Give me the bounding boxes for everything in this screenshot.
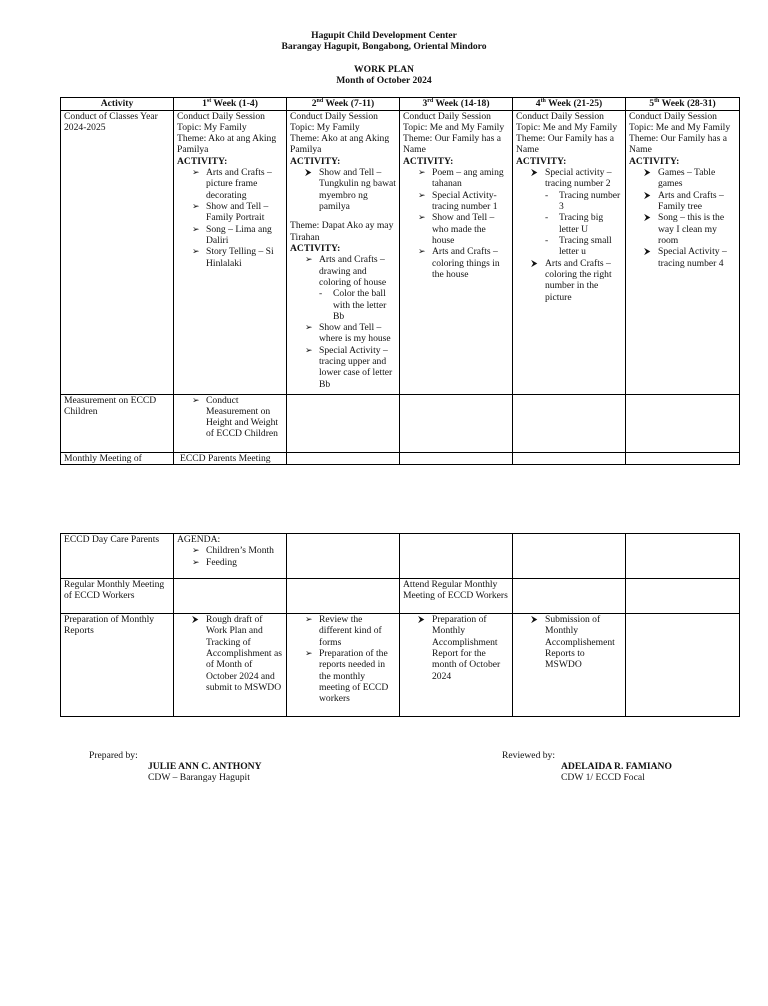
col-week4: 4th Week (21-25) (513, 98, 626, 111)
row-label-monthly-reports: Preparation of Monthly Reports (61, 614, 174, 717)
reviewed-by-label: Reviewed by: (502, 750, 556, 761)
list-item: - Tracing number 3 (545, 190, 622, 213)
prepared-by-title: CDW – Barangay Hagupit (148, 772, 250, 783)
cell-reports-week2 (287, 614, 400, 717)
col-activity: Activity (61, 98, 174, 111)
cell-classes-week3: Conduct Daily Session Topic: Me and My Family Theme: Our Family has a Name ACTIVITY: ➢ Poem – ang aming tahanan ➢ Special Activity- tracing number 1 ➢ Show and Tell – who made the house ➢ Arts and Crafts – coloring things in the house (400, 110, 513, 394)
list-item: ➢ Preparation of the reports needed in the monthly meeting of ECCD workers (305, 648, 396, 705)
list-item: ⮞ Games – Table games (644, 167, 736, 190)
cell-reports-week3 (400, 614, 513, 717)
list-item: ⮞ Song – this is the way I clean my room (644, 212, 736, 246)
center-address: Barangay Hagupit, Bongabong, Oriental Mindoro (281, 41, 487, 52)
prepared-by-label: Prepared by: (89, 750, 138, 761)
table-row (61, 394, 740, 452)
col-week2: 2nd Week (7-11) (287, 98, 400, 111)
reviewed-by-title: CDW 1/ ECCD Focal (561, 772, 645, 783)
cell-classes-week1: Conduct Daily Session Topic: My Family Theme: Ako at ang Aking Pamilya ACTIVITY: ➢ Arts and Crafts – picture frame decorating ➢ Show and Tell – Family Portrait ➢ Song – Lima ang Daliri ➢ Story Telling – Si Hinlalaki (174, 110, 287, 394)
row-label-measurement: Measurement on ECCD Children (61, 394, 174, 452)
cell-workers-meeting-week3: Attend Regular Monthly Meeting of ECCD Workers (400, 579, 513, 614)
col-week3: 3rd Week (14-18) (400, 98, 513, 111)
list-item: - Tracing big letter U (545, 212, 622, 235)
list-item: ➢ Special Activity- tracing number 1 (418, 190, 509, 213)
list-item: ⮞ Arts and Crafts – Family tree (644, 190, 736, 213)
table-row (61, 452, 740, 464)
row-label-workers-meeting: Regular Monthly Meeting of ECCD Workers (61, 579, 174, 614)
list-item: ⮞ Show and Tell – Tungkulin ng bawat myembro ng pamilya (305, 167, 396, 212)
list-item: ➢ Arts and Crafts – drawing and coloring of house - Color the ball with the letter Bb (305, 254, 396, 322)
list-item: ➢ Feeding (192, 557, 283, 568)
table-row (61, 614, 740, 717)
list-item: ⮞ Rough draft of Work Plan and Tracking of Accomplishment as of Month of October 2024 and submit to MSWDO (192, 614, 283, 693)
row-label-daycare-parents: ECCD Day Care Parents (61, 534, 174, 579)
cell-classes-week4: Conduct Daily Session Topic: Me and My Family Theme: Our Family has a Name ACTIVITY: ⮞ Special activity – tracing number 2 - Tracing number 3 - Tracing big letter U - Tracing small letter u ⮞ Arts and Crafts – coloring the right number in the picture (513, 110, 626, 394)
table-header-row (61, 98, 740, 111)
cell-classes-week5: Conduct Daily Session Topic: Me and My Family Theme: Our Family has a Name ACTIVITY: ⮞ Games – Table games ⮞ Arts and Crafts – Family tree ⮞ Song – this is the way I clean my room ⮞ Special Activity – tracing number 4 (626, 110, 740, 394)
cell-reports-week1 (174, 614, 287, 717)
list-item: ➢ Poem – ang aming tahanan (418, 167, 509, 190)
row-label-classes: Conduct of Classes Year 2024-2025 (61, 110, 174, 394)
plan-month: Month of October 2024 (336, 75, 432, 86)
list-item: ➢ Conduct Measurement on Height and Weight of ECCD Children (192, 395, 283, 440)
list-item: - Tracing small letter u (545, 235, 622, 258)
work-plan-table-page2 (60, 533, 740, 717)
prepared-by-name: JULIE ANN C. ANTHONY (148, 761, 262, 772)
list-item: ➢ Children’s Month (192, 545, 283, 556)
center-name: Hagupit Child Development Center (311, 30, 457, 41)
list-item: ➢ Arts and Crafts – picture frame decorating (192, 167, 283, 201)
col-week5: 5th Week (28-31) (626, 98, 740, 111)
list-item: ➢ Show and Tell – where is my house (305, 322, 396, 345)
list-item: ➢ Special Activity – tracing upper and lower case of letter Bb (305, 345, 396, 390)
list-item: ➢ Show and Tell – who made the house (418, 212, 509, 246)
table-row (61, 110, 740, 394)
work-plan-table-page1 (60, 97, 740, 465)
list-item: ⮞ Submission of Monthly Accomplishement Reports to MSWDO (531, 614, 622, 671)
list-item: ⮞ Preparation of Monthly Accomplishment Report for the month of October 2024 (418, 614, 509, 682)
list-item: ⮞ Special Activity – tracing number 4 (644, 246, 736, 269)
list-item: ⮞ Arts and Crafts – coloring the right number in the picture (531, 258, 622, 303)
col-week1: 1st Week (1-4) (174, 98, 287, 111)
cell-parents-meeting-week1: ECCD Parents Meeting (174, 452, 287, 464)
list-item: ➢ Review the different kind of forms (305, 614, 396, 648)
list-item: ➢ Show and Tell – Family Portrait (192, 201, 283, 224)
list-item: - Color the ball with the letter Bb (319, 288, 396, 322)
plan-title: WORK PLAN (354, 64, 414, 75)
row-label-monthly-meeting: Monthly Meeting of (61, 452, 174, 464)
list-item: ➢ Arts and Crafts – coloring things in the house (418, 246, 509, 280)
list-item: ➢ Story Telling – Si Hinlalaki (192, 246, 283, 269)
cell-agenda-week1: AGENDA: ➢ Children’s Month ➢ Feeding (174, 534, 287, 579)
cell-measurement-week1 (174, 394, 287, 452)
table-row (61, 534, 740, 579)
list-item: ➢ Song – Lima ang Daliri (192, 224, 283, 247)
reviewed-by-name: ADELAIDA R. FAMIANO (561, 761, 672, 772)
cell-reports-week4 (513, 614, 626, 717)
cell-classes-week2: Conduct Daily Session Topic: My Family Theme: Ako at ang Aking Pamilya ACTIVITY: ⮞ Show and Tell – Tungkulin ng bawat myembro ng pamilya Theme: Dapat Ako ay may Tirahan ACTIVITY: ➢ Arts and Crafts – drawing and coloring of house - Color the ball with the letter Bb ➢ Show and Tell – where is my house ➢ Special Activity – tracing upper and lower case of letter Bb (287, 110, 400, 394)
list-item: ⮞ Special activity – tracing number 2 - Tracing number 3 - Tracing big letter U - Tracing small letter u (531, 167, 622, 258)
table-row (61, 579, 740, 614)
